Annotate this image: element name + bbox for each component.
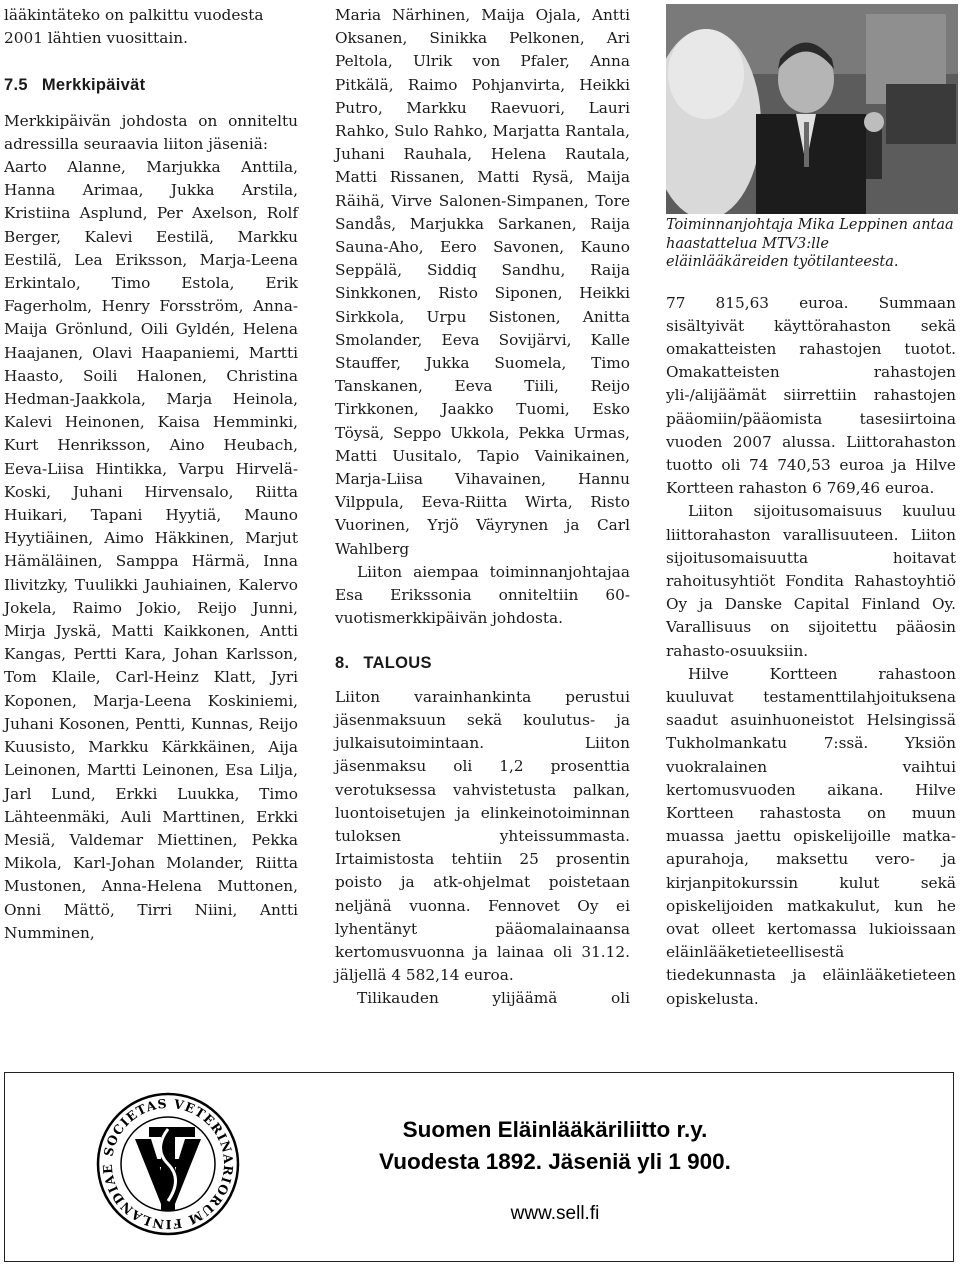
photo-caption: Toiminnanjohtaja Mika Leppinen antaa haastattelua MTV3:lle eläinlääkäreiden työtilanteesta. xyxy=(666,217,954,270)
body-paragraph: Liiton aiempaa toiminnanjohtajaa Esa Erikssonia onniteltiin 60-vuotismerkkipäivän johdosta. xyxy=(335,562,630,628)
section-title: Merkkipäivät xyxy=(41,76,146,95)
member-list-paragraph: Maria Närhinen, Maija Ojala, Antti Oksanen, Sinikka Pelkonen, Ari Peltola, Ulrik von Pfaler, Anna Pitkälä, Raimo Pohjanvirta, Heikki Putro, Markku Raevuori, Lauri Rahko, Sulo Rahko, Marjatta Rantala, Juhani Rauhala, Helena Rautala, Matti Rissanen, Matti Rysä, Maija Räihä, Virve Salonen-Simpanen, Tore Sandås, Marjukka Sarkanen, Raija Sauna-Aho, Eero Savonen, Kauno Seppälä, Siddiq Sandhu, Raija Sinkkonen, Risto Siponen, Heikki Sirkkola, Urpu Sistonen, Anitta Smolander, Eeva Sovijärvi, Kalle Stauffer, Jukka Suomela, Timo Tanskanen, Eeva Tiili, Reijo Tirkkonen, Jaakko Tuomi, Esko Töysä, Seppo Ukkola, Pekka Urmas, Matti Uusitalo, Tapio Vainikainen, Marja-Liisa Vihavainen, Hannu Vilppula, Eeva-Riitta Wirta, Risto Vuorinen, Yrjö Väyrynen ja Carl Wahlberg xyxy=(335,6,630,558)
section-heading-7-5 xyxy=(4,74,298,97)
body-paragraph: Liiton sijoitusomaisuus kuuluu liittorahaston varallisuuteen. Liiton sijoitusomaisuutta hoitavat rahoitusyhtiöt Fondita Rahastoyhtiö Oy ja Danske Capital Finland Oy. Varallisuus on sijoitettu pääosin rahasto-osuuksiin. xyxy=(666,502,956,660)
column-2 xyxy=(335,4,630,1011)
organization-name: Suomen Eläinlääkäriliitto r.y. xyxy=(402,1117,708,1142)
column-1 xyxy=(4,4,298,945)
body-paragraph: Hilve Kortteen rahastoon kuuluvat testamenttilahjoituksena saadut asuinhuoneistot Helsingissä Tukholmankatu 7:ssä. Yksiön vuokralainen vaihtui kertomusvuoden aikana. Hilve Kortteen rahastosta on muun muassa jaettu opiskelijoille matka-apurahoja, maksettu vero- ja kirjanpitokurssin kulut sekä opiskelijoiden matkakulut, kun he ovat olleet kertomassa lukioissaan eläinlääketieteellisestä tiedekunnasta ja eläinlääketieteen opiskelusta. xyxy=(666,664,956,1008)
interview-photo xyxy=(666,4,958,214)
section-number: 8. xyxy=(335,654,350,673)
association-logo xyxy=(93,1089,243,1239)
section-heading-8 xyxy=(335,652,630,675)
body-paragraph: 77 815,63 euroa. Summaan sisältyivät käyttörahaston sekä omakatteisten rahastojen tuotot. Omakatteisten rahastojen yli-/alijäämät siirrettiin rahastojen pääomiin/pääomista tasesiirtoina vuoden 2007 alussa. Liittorahaston tuotto oli 74 740,53 euroa ja Hilve Kortteen rahaston 6 769,46 euroa. xyxy=(666,293,956,498)
body-paragraph: Merkkipäivän johdosta on onniteltu adressilla seuraavia liiton jäseniä: xyxy=(4,111,298,153)
body-paragraph: Liiton varainhankinta perustui jäsenmaksuun sekä koulutus- ja julkaisutoimintaan. Liiton jäsenmaksu oli 1,2 prosenttia verotuksessa vahvistetusta palkan, luontoisetujen ja elinkeinotoiminnan tuloksen yhteissummasta. Irtaimistosta tehtiin 25 prosentin poisto ja atk-ohjelmat poistetaan neljänä vuonna. Fennovet Oy ei lyhentänyt pääomalainaansa kertomusvuonna ja lainaa oli 31.12. jäljellä 4 582,14 euroa. xyxy=(335,687,630,985)
svg-text:SOCIETAS VETERINARIORUM FINLAN: SOCIETAS VETERINARIORUM FINLANDIAE xyxy=(99,1095,237,1233)
footer-text xyxy=(305,1117,805,1225)
member-list-paragraph: Aarto Alanne, Marjukka Anttila, Hanna Arimaa, Jukka Arstila, Kristiina Asplund, Per Axelson, Rolf Berger, Kalevi Eestilä, Markku Eestilä, Lea Eriksson, Marja-Leena Erkintalo, Timo Estola, Erik Fagerholm, Henry Forsström, Anna-Maija Grönlund, Oili Gyldén, Helena Haajanen, Olavi Haapaniemi, Martti Haasto, Soili Halonen, Christina Hedman-Jaakkola, Marja Heinola, Kalevi Heinonen, Kaisa Hemminki, Kurt Henriksson, Aino Heubach, Eeva-Liisa Hintikka, Varpu Hirvelä-Koski, Juhani Hirvensalo, Riitta Huikari, Tapani Hyytiä, Mauno Hyytiäinen, Aimo Häkkinen, Marjut Hämäläinen, Samppa Härmä, Inna Ilivitzky, Tuulikki Jauhiainen, Kalervo Jokela, Raimo Jokio, Reijo Junni, Mirja Jyskä, Matti Kaikkonen, Antti Kangas, Pertti Kara, Johan Karlsson, Tom Klaile, Carl-Heinz Klatt, Jyri Koponen, Marja-Leena Koskiniemi, Juhani Kosonen, Pentti, Kunnas, Reijo Kuusisto, Markku Kärkkäinen, Aija Leinonen, Martti Leinonen, Esa Lilja, Jarl Lund, Erkki Luukka, Timo Lähteenmäki, Auli Marttinen, Erkki Mesiä, Valdemar Miettinen, Pekka Mikola, Karl-Johan Molander, Riitta Mustonen, Anna-Helena Muttonen, Onni Mättö, Tirri Niini, Antti Numminen, xyxy=(4,158,298,942)
seal-icon xyxy=(93,1089,243,1239)
body-paragraph: lääkintäteko on palkittu vuodesta 2001 lähtien vuosittain. xyxy=(4,6,264,48)
section-title: TALOUS xyxy=(363,654,432,673)
footer-box xyxy=(4,1072,954,1262)
organization-tagline: Vuodesta 1892. Jäseniä yli 1 900. xyxy=(379,1149,731,1174)
body-paragraph: Tilikauden ylijäämä oli xyxy=(357,989,630,1008)
column-3 xyxy=(666,4,956,1011)
photo-illustration xyxy=(666,4,958,214)
website-link[interactable]: www.sell.fi xyxy=(510,1203,600,1224)
section-number: 7.5 xyxy=(4,76,28,95)
